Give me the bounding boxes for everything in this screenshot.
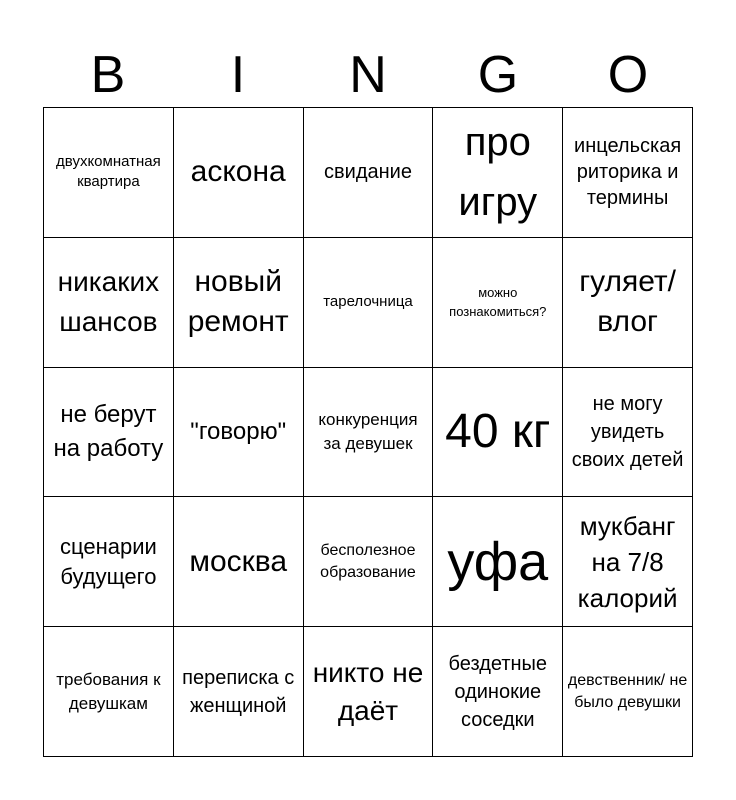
cell-label: гуляет/ влог <box>579 265 676 339</box>
bingo-cell[interactable] <box>174 108 304 238</box>
bingo-cell[interactable] <box>44 368 174 498</box>
cell-label: инцельская риторика и термины <box>574 135 682 210</box>
header-letter-g: G <box>477 46 519 104</box>
cell-label: "говорю" <box>190 417 287 445</box>
bingo-cell[interactable] <box>304 368 434 498</box>
cell-label: требования к девушкам <box>56 669 161 713</box>
cell-label: можно познакомиться? <box>449 285 547 320</box>
cell-label: переписка с женщиной <box>182 666 295 717</box>
bingo-cell[interactable] <box>44 497 174 627</box>
cell-label: тарелочница <box>323 293 413 311</box>
cell-label: бездетные одинокие соседки <box>448 652 548 731</box>
cell-label: никаких шансов <box>57 266 160 338</box>
bingo-cell[interactable] <box>563 627 693 757</box>
bingo-cell[interactable] <box>44 238 174 368</box>
bingo-board <box>43 107 693 757</box>
cell-label: уфа <box>447 531 549 592</box>
cell-label: двухкомнатная квартира <box>56 153 161 191</box>
bingo-cell[interactable] <box>563 238 693 368</box>
cell-label: 40 кг <box>445 404 551 458</box>
bingo-cell[interactable] <box>433 238 563 368</box>
header-letter-b: B <box>90 46 126 104</box>
bingo-cell[interactable] <box>174 497 304 627</box>
bingo-cell[interactable] <box>44 627 174 757</box>
cell-label: никто не даёт <box>312 656 424 726</box>
bingo-header <box>43 44 693 106</box>
bingo-cell[interactable] <box>563 497 693 627</box>
cell-label: новый ремонт <box>187 265 289 339</box>
cell-label: про игру <box>458 120 538 225</box>
bingo-cell[interactable] <box>433 627 563 757</box>
cell-label: свидание <box>324 161 412 184</box>
bingo-cell[interactable] <box>304 627 434 757</box>
cell-label: сценарии будущего <box>60 533 157 589</box>
bingo-cell[interactable] <box>174 238 304 368</box>
bingo-cell[interactable] <box>174 368 304 498</box>
cell-label: не могу увидеть своих детей <box>571 392 684 471</box>
bingo-cell[interactable] <box>174 627 304 757</box>
bingo-cell[interactable] <box>563 368 693 498</box>
bingo-cell[interactable] <box>433 497 563 627</box>
bingo-cell[interactable] <box>563 108 693 238</box>
header-letter-o: O <box>607 46 649 104</box>
bingo-cell[interactable] <box>304 108 434 238</box>
cell-label: аскона <box>190 155 286 189</box>
bingo-cell[interactable] <box>44 108 174 238</box>
cell-label: не берут на работу <box>53 400 164 462</box>
cell-label: москва <box>189 544 288 578</box>
cell-label: конкуренция за девушек <box>318 409 418 453</box>
bingo-cell[interactable] <box>433 108 563 238</box>
bingo-cell[interactable] <box>433 368 563 498</box>
cell-label: девственник/ не было девушки <box>567 671 688 711</box>
header-letter-n: N <box>349 46 387 104</box>
header-letter-i: I <box>230 46 246 104</box>
bingo-cell[interactable] <box>304 238 434 368</box>
bingo-cell[interactable] <box>304 497 434 627</box>
cell-label: мукбанг на 7/8 калорий <box>577 510 678 613</box>
cell-label: бесполезное образование <box>320 541 416 581</box>
